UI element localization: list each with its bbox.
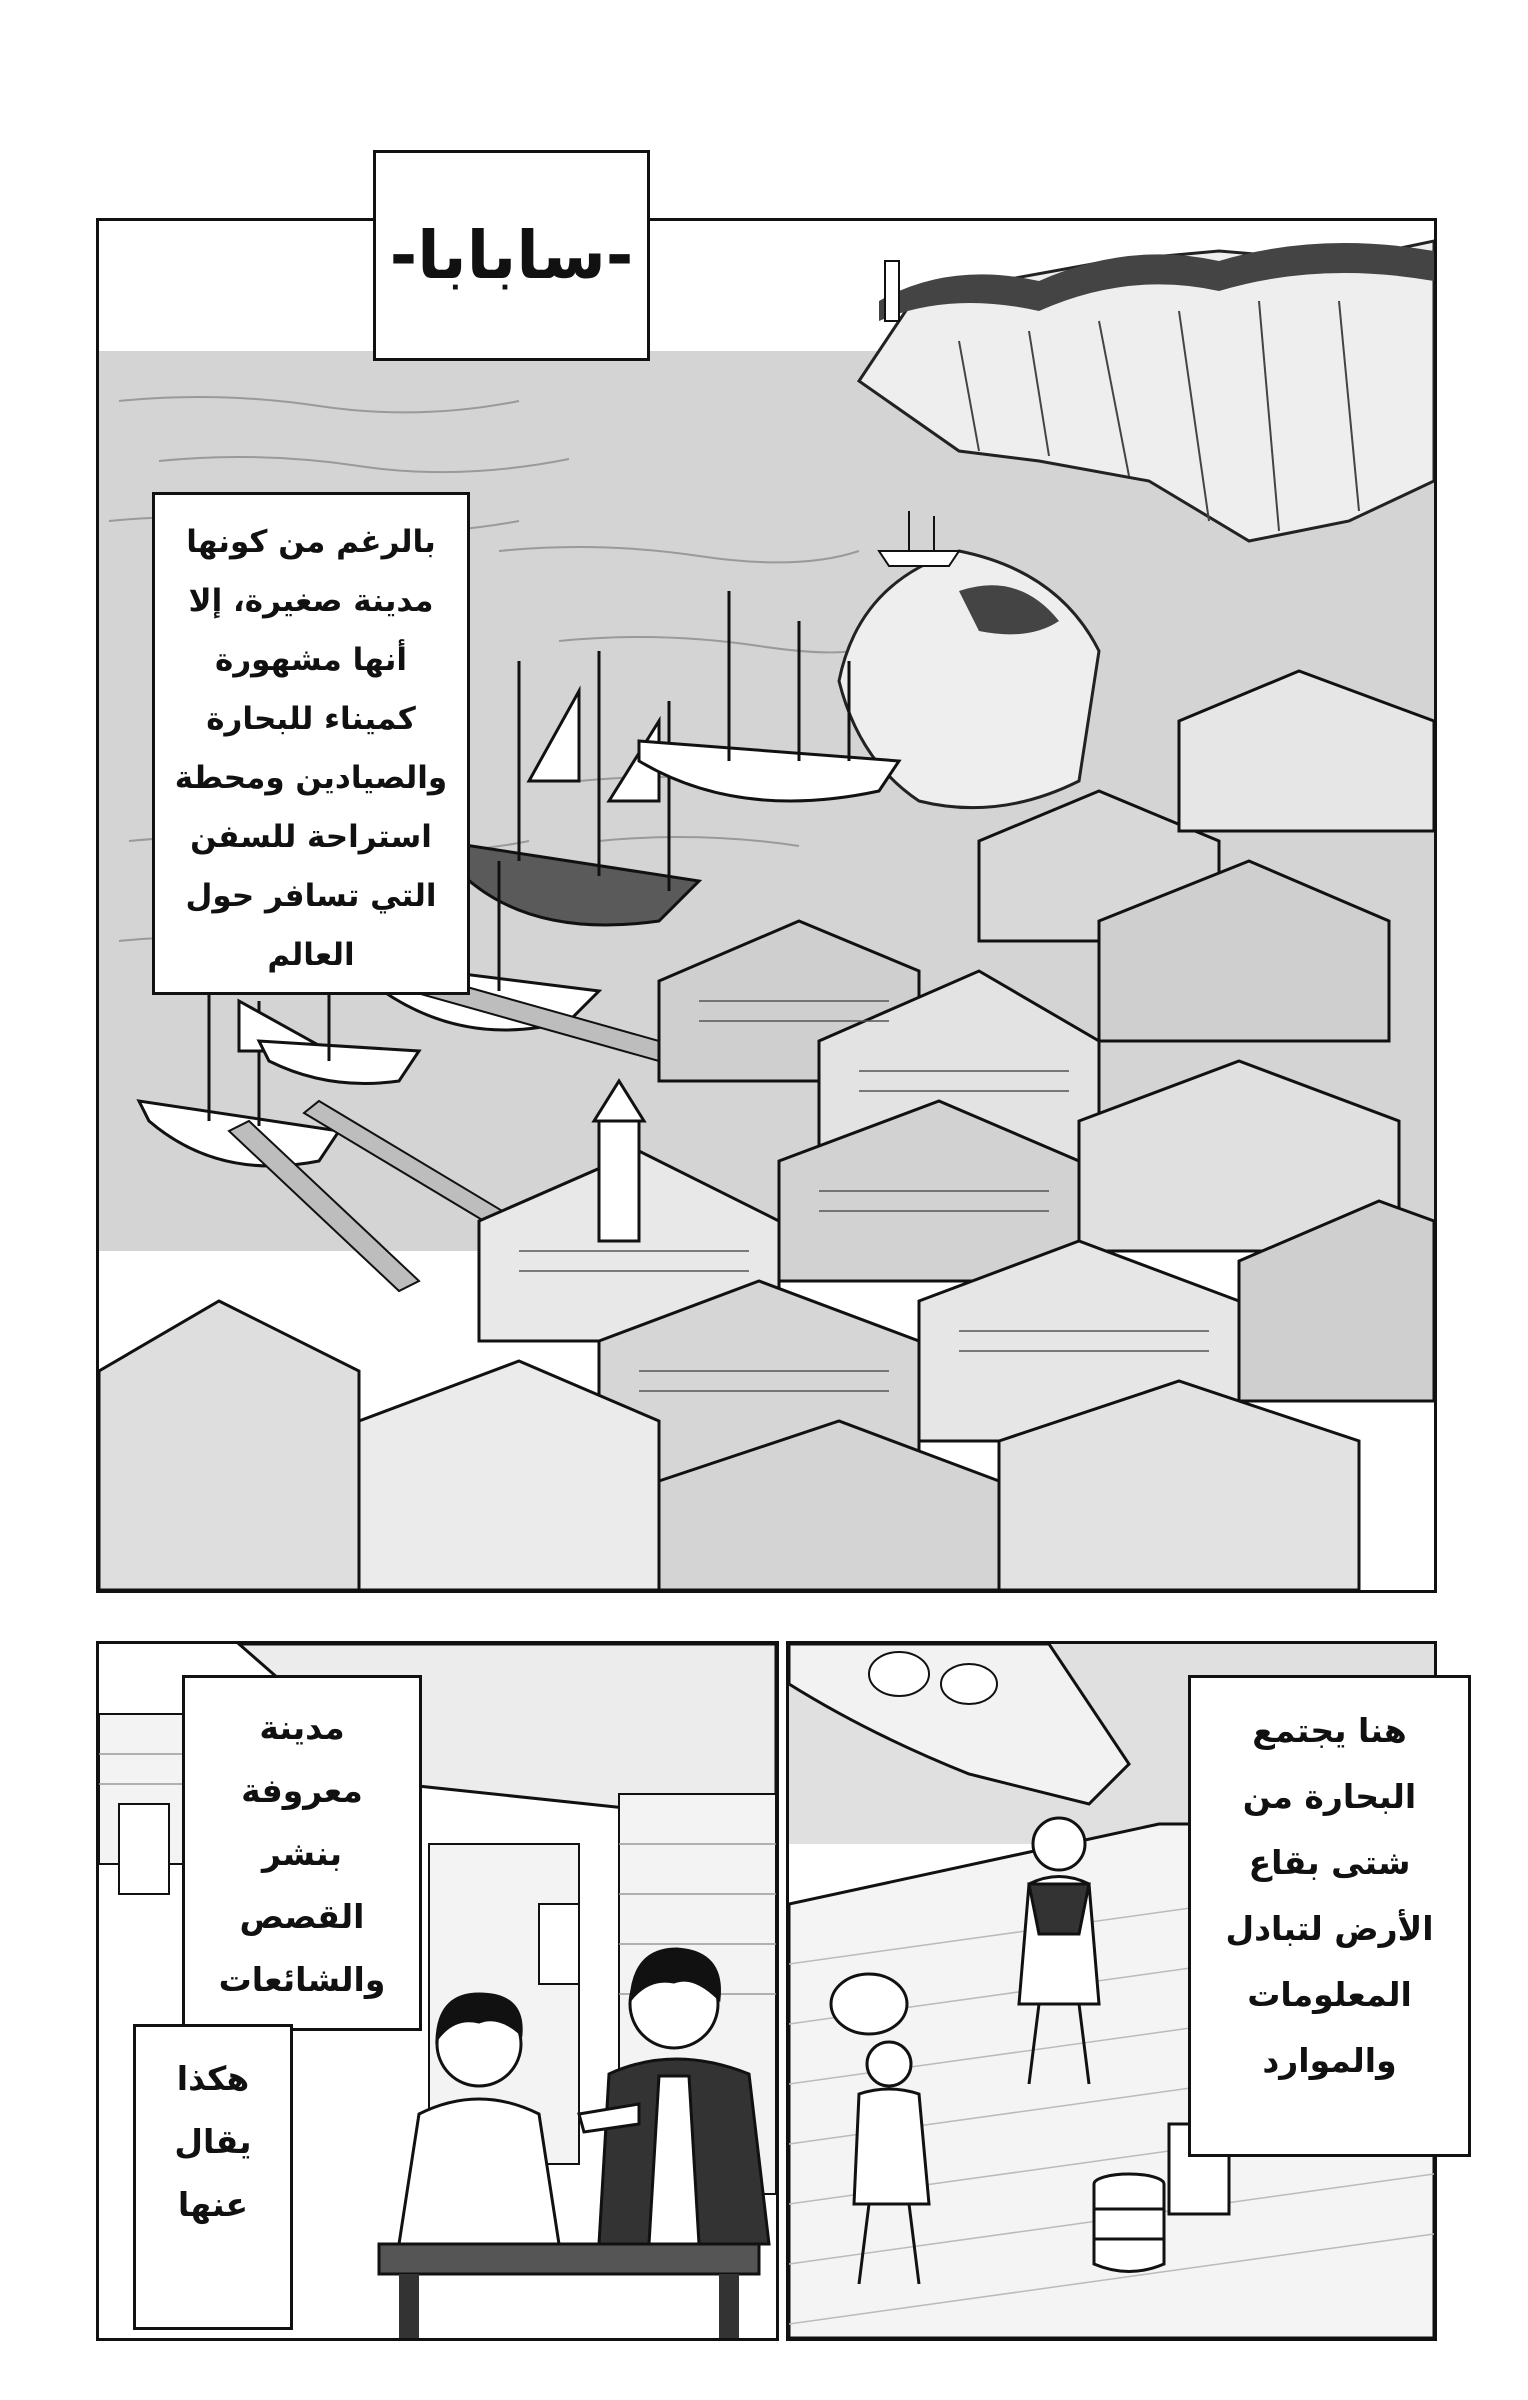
narration-box-intro xyxy=(152,492,470,995)
narration-line: أنها مشهورة xyxy=(215,642,407,678)
narration-line: العالم xyxy=(267,937,355,973)
narration-line: بالرغم من كونها xyxy=(186,524,436,560)
narration-line: مدينة صغيرة، إلا xyxy=(188,583,434,619)
narration-box-said xyxy=(133,2024,293,2330)
location-title xyxy=(373,150,650,361)
narration-line: هنا يجتمع xyxy=(1252,1711,1407,1750)
narration-line: هكذا xyxy=(176,2059,250,2098)
narration-line: التي تسافر حول xyxy=(185,878,437,914)
narration-line: والشائعات xyxy=(218,1960,386,1999)
narration-box-sailors xyxy=(1188,1675,1471,2157)
narration-box-rumors xyxy=(182,1675,422,2031)
narration-line: والموارد xyxy=(1262,2041,1397,2080)
narration-line: شتى بقاع xyxy=(1248,1843,1411,1882)
narration-line: عنها xyxy=(177,2185,249,2224)
narration-line: القصص xyxy=(239,1897,365,1936)
narration-line: مدينة xyxy=(259,1708,345,1747)
narration-line: بنشر xyxy=(262,1834,342,1873)
narration-line: يقال xyxy=(174,2122,252,2161)
narration-line: والصيادين ومحطة xyxy=(174,760,448,796)
narration-line: المعلومات xyxy=(1247,1975,1412,2014)
narration-line: معروفة xyxy=(241,1771,363,1810)
narration-line: الأرض لتبادل xyxy=(1225,1909,1434,1948)
narration-line: استراحة للسفن xyxy=(190,819,432,855)
location-title-text: -سابابا- xyxy=(389,217,634,294)
narration-line: البحارة من xyxy=(1242,1777,1417,1816)
narration-line: كميناء للبحارة xyxy=(206,701,416,737)
